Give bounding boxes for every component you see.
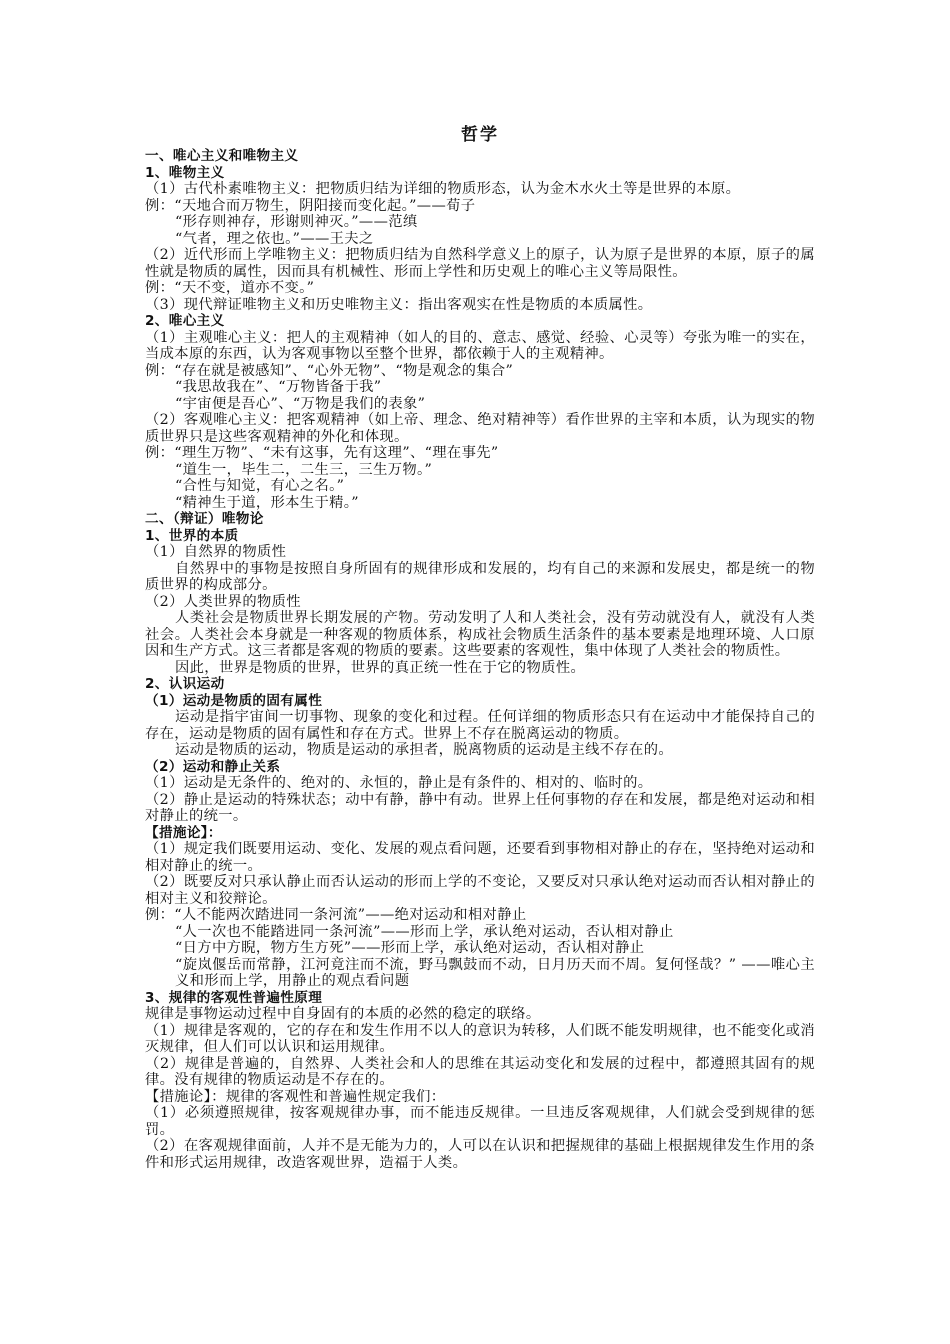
paragraph: 例：“天不变，道亦不变。” [145,280,315,296]
paragraph: （2）静止是运动的特殊状态；动中有静，静中有动。世界上任何事物的存在和发展，都是绝对运动和相对静止的统一。 [145,791,815,824]
paragraph: 例：“人不能两次踏进同一条河流”——绝对运动和相对静止 [145,907,527,923]
example-line: “合性与知觉，有心之名。” [175,478,345,494]
example-line: “宇宙便是吾心”、“万物是我们的表象” [175,395,426,412]
paragraph: （1）规律是客观的，它的存在和发生作用不以人的意识为转移，人们既不能发明规律，也不能变化或消灭规律，但人们可以认识和运用规律。 [145,1022,815,1055]
example-line: “旋岚偃岳而常静，江河竟注而不流，野马飘鼓而不动，日月历天而不周。复何怪哉？” ——唯心主义和形而上学，用静止的观点看问题 [175,956,815,989]
paragraph: （1）主观唯心主义：把人的主观精神（如人的目的、意志、感觉、经验、心灵等）夸张为唯一的实在，当成本原的东西，认为客观事物以至整个世界，都依赖于人的主观精神。 [145,329,815,362]
section-heading: （1）运动是物质的固有属性 [145,692,323,709]
paragraph: （1）必须遵照规律，按客观规律办事，而不能违反规律。一旦违反客观规律，人们就会受到规律的惩罚。 [145,1105,815,1138]
example-line: “气者，理之依也。”——王夫之 [175,230,374,247]
document-page [145,124,815,1171]
paragraph: 人类社会是物质世界长期发展的产物。劳动发明了人和人类社会，没有劳动就没有人，就没有人类社会。人类社会本身就是一种客观的物质体系，构成社会物质生活条件的基本要素是地理环境、人口原因和生产方式。这三者都是客观的物质的要素。这些要素的客观性，集中体现了人类社会的物质性。 [145,610,815,659]
example-line: “日方中方睨，物方生方死”——形而上学，承认绝对运动，否认相对静止 [175,940,645,956]
paragraph: 【措施论】：规律的客观性和普遍性规定我们： [145,1088,446,1105]
paragraph: （2）客观唯心主义：把客观精神（如上帝、理念、绝对精神等）看作世界的主宰和本质，认为现实的物质世界只是这些客观精神的外化和体现。 [145,412,815,445]
example-line: “我思故我在”、“万物皆备于我” [175,379,382,395]
example-line: “形存则神存，形谢则神灭。”——范缜 [175,214,418,230]
section-heading: 2、认识运动 [145,676,225,692]
example-line: “人一次也不能踏进同一条河流”——形而上学，承认绝对运动，否认相对静止 [175,923,674,940]
paragraph: 自然界中的事物是按照自身所固有的规律形成和发展的，均有自己的来源和发展史，都是统一的物质世界的构成部分。 [145,560,815,593]
paragraph: （1）规定我们既要用运动、变化、发展的观点看问题，还要看到事物相对静止的存在，坚持绝对运动和相对静止的统一。 [145,841,815,874]
paragraph: 例：“理生万物”、“未有这事，先有这理”、“理在事先” [145,445,499,461]
paragraph: （2）既要反对只承认静止而否认运动的形而上学的不变论，又要反对只承认绝对运动而否认相对静止的相对主义和狡辩论。 [145,874,815,907]
paragraph: （2）人类世界的物质性 [145,593,301,610]
section-heading: 一、唯心主义和唯物主义 [145,148,299,164]
paragraph: （1）运动是无条件的、绝对的、永恒的，静止是有条件的、相对的、临时的。 [145,775,653,791]
section-heading: 【措施论】： [145,824,222,841]
paragraph: 例：“存在就是被感知”、“心外无物”、“物是观念的集合” [145,362,514,379]
section-heading: 1、世界的本质 [145,527,239,544]
paragraph: （2）在客观规律面前，人并不是无能为力的，人可以在认识和把握规律的基础上根据规律发生作用的条件和形式运用规律，改造客观世界，造福于人类。 [145,1138,815,1171]
section-heading: 2、唯心主义 [145,313,225,329]
paragraph: 例：“天地合而万物生，阴阳接而变化起。”——荀子 [145,197,476,214]
example-line: “精神生于道，形本生于精。” [175,494,359,511]
section-heading: 1、唯物主义 [145,164,225,181]
paragraph: 规律是事物运动过程中自身固有的本质的必然的稳定的联络。 [145,1006,541,1022]
document-body [145,148,815,1171]
paragraph: 因此，世界是物质的世界，世界的真正统一性在于它的物质性。 [175,659,586,676]
paragraph: （1）自然界的物质性 [145,544,287,560]
paragraph: （3）现代辩证唯物主义和历史唯物主义：指出客观实在性是物质的本质属性。 [145,296,653,313]
paragraph: 运动是指宇宙间一切事物、现象的变化和过程。任何详细的物质形态只有在运动中才能保持自己的存在，运动是物质的固有属性和存在方式。世界上不存在脱离运动的物质。 [145,709,815,742]
paragraph: （2）近代形而上学唯物主义：把物质归结为自然科学意义上的原子，认为原子是世界的本原，原子的属性就是物质的属性，因而具有机械性、形而上学性和历史观上的唯心主义等局限性。 [145,247,815,280]
section-heading: 二、（辩证）唯物论 [145,511,264,527]
paragraph: （2）规律是普遍的，自然界、人类社会和人的思维在其运动变化和发展的过程中，都遵照其固有的规律。没有规律的物质运动是不存在的。 [145,1055,815,1088]
paragraph: 运动是物质的运动，物质是运动的承担者，脱离物质的运动是主线不存在的。 [175,742,673,758]
example-line: “道生一，毕生二，二生三，三生万物。” [175,461,433,478]
paragraph: （1）古代朴素唯物主义：把物质归结为详细的物质形态，认为金木水火土等是世界的本原。 [145,181,741,197]
section-heading: 3、规律的客观性普遍性原理 [145,989,323,1006]
page-title: 哲学 [461,125,499,145]
section-heading: （2）运动和静止关系 [145,758,281,775]
